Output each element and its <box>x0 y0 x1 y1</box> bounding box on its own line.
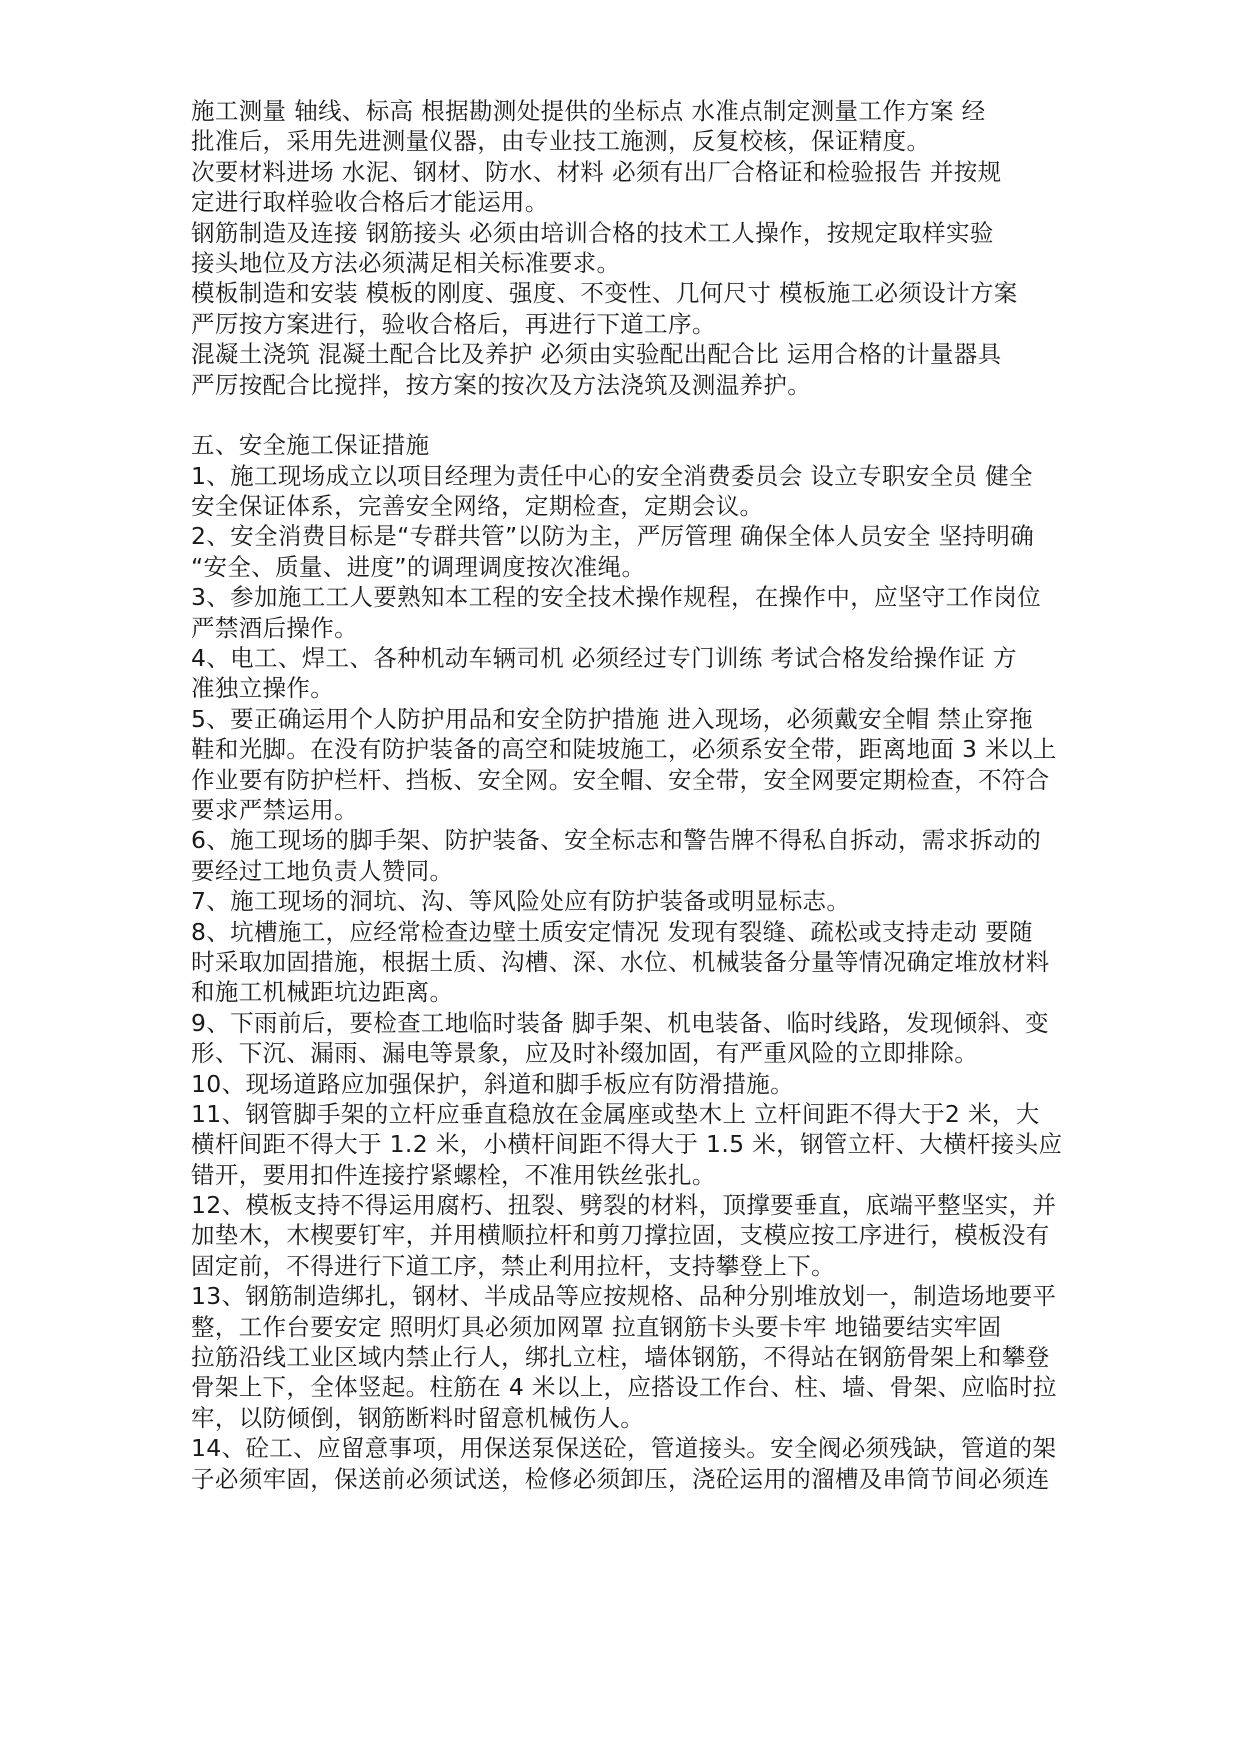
section-spacer <box>191 400 1091 430</box>
text-line: 固定前，不得进行下道工序，禁止利用拉杆，支持攀登上下。 <box>191 1251 835 1280</box>
text-line: 严厉按方案进行，验收合格后，再进行下道工序。 <box>191 309 716 338</box>
text-line: 12、模板支持不得运用腐朽、扭裂、劈裂的材料，顶撑要垂直，底端平整坚实，并 <box>191 1191 1057 1220</box>
text-line: 钢筋制造及连接 钢筋接头 必须由培训合格的技术工人操作，按规定取样实验 <box>191 218 994 247</box>
text-line: 6、施工现场的脚手架、防护装备、安全标志和警告牌不得私自拆动，需求拆动的 <box>191 826 1042 855</box>
text-line: 13、钢筋制造绑扎，钢材、半成品等应按规格、品种分别堆放划一，制造场地要平 <box>191 1282 1057 1311</box>
text-line: 错开，要用扣件连接拧紧螺栓，不准用铁丝张扎。 <box>191 1160 716 1189</box>
text-line: 要经过工地负责人赞同。 <box>191 856 454 885</box>
text-line: 严禁酒后操作。 <box>191 613 358 642</box>
text-line: 7、施工现场的洞坑、沟、等风险处应有防护装备或明显标志。 <box>191 887 851 916</box>
text-line: 2、安全消费目标是“专群共管”以防为主，严厉管理 确保全体人员安全 坚持明确 <box>191 522 1035 551</box>
text-line: 整，工作台要安定 照明灯具必须加网罩 拉直钢筋卡头要卡牢 地锚要结实牢固 <box>191 1312 1002 1341</box>
text-line: 要求严禁运用。 <box>191 795 358 824</box>
text-line: “安全、质量、进度”的调理调度按次准绳。 <box>191 552 646 581</box>
text-line: 施工测量 轴线、标高 根据勘测处提供的坐标点 水准点制定测量工作方案 经 <box>191 97 986 125</box>
text-line: 准独立操作。 <box>191 674 335 703</box>
text-line: 牢，以防倾倒，钢筋断料时留意机械伤人。 <box>191 1403 645 1432</box>
text-line: 混凝土浇筑 混凝土配合比及养护 必须由实验配出配合比 运用合格的计量器具 <box>191 340 1002 369</box>
text-line: 子必须牢固，保送前必须试送，检修必须卸压，浇砼运用的溜槽及串筒节间必须连 <box>191 1464 1050 1493</box>
text-line: 鞋和光脚。在没有防护装备的高空和陡坡施工，必须系安全带，距离地面 3 米以上 <box>191 735 1057 764</box>
text-line: 安全保证体系，完善安全网络，定期检查，定期会议。 <box>191 492 764 521</box>
text-line: 8、坑槽施工，应经常检查边壁土质安定情况 发现有裂缝、疏松或支持走动 要随 <box>191 917 1033 946</box>
text-line: 3、参加施工工人要熟知本工程的安全技术操作规程，在操作中，应坚守工作岗位 <box>191 583 1042 612</box>
text-line: 加垫木，木楔要钉牢，并用横顺拉杆和剪刀撑拉固，支模应按工序进行，模板没有 <box>191 1221 1050 1250</box>
text-line: 接头地位及方法必须满足相关标准要求。 <box>191 248 621 277</box>
text-line: 严厉按配合比搅拌，按方案的按次及方法浇筑及测温养护。 <box>191 370 812 399</box>
text-line: 拉筋沿线工业区域内禁止行人，绑扎立柱，墙体钢筋，不得站在钢筋骨架上和攀登 <box>191 1343 1050 1372</box>
safety-measures-section <box>191 430 1091 1494</box>
text-line: 4、电工、焊工、各种机动车辆司机 必须经过专门训练 考试合格发给操作证 方 <box>191 644 1017 673</box>
text-line: 骨架上下，全体竖起。柱筋在 4 米以上，应搭设工作台、柱、墙、骨架、应临时拉 <box>191 1373 1057 1402</box>
text-line: 作业要有防护栏杆、挡板、安全网。安全帽、安全带，安全网要定期检查，不符合 <box>191 765 1050 794</box>
text-line: 次要材料进场 水泥、钢材、防水、材料 必须有出厂合格证和检验报告 并按规 <box>191 157 1002 186</box>
text-line: 5、要正确运用个人防护用品和安全防护措施 进入现场，必须戴安全帽 禁止穿拖 <box>191 704 1033 733</box>
text-line: 1、施工现场成立以项目经理为责任中心的安全消费委员会 设立专职安全员 健全 <box>191 461 1033 490</box>
text-line: 模板制造和安装 模板的刚度、强度、不变性、几何尺寸 模板施工必须设计方案 <box>191 279 1018 308</box>
text-line: 14、砼工、应留意事项，用保送泵保送砼，管道接头。安全阀必须残缺，管道的架 <box>191 1434 1057 1463</box>
text-line: 定进行取样验收合格后才能运用。 <box>191 188 549 217</box>
text-line: 时采取加固措施，根据土质、沟槽、深、水位、机械装备分量等情况确定堆放材料 <box>191 947 1050 976</box>
document-page <box>191 96 1091 1494</box>
text-line: 批准后，采用先进测量仪器，由专业技工施测，反复校核，保证精度。 <box>191 127 931 156</box>
text-line: 9、下雨前后，要检查工地临时装备 脚手架、机电装备、临时线路，发现倾斜、变 <box>191 1008 1049 1037</box>
text-line: 11、钢管脚手架的立杆应垂直稳放在金属座或垫木上 立杆间距不得大于2 米，大 <box>191 1099 1040 1128</box>
quality-control-section <box>191 96 1091 400</box>
text-line: 横杆间距不得大于 1.2 米，小横杆间距不得大于 1.5 米，钢管立杆、大横杆接头应 <box>191 1130 1063 1159</box>
text-line: 五、安全施工保证措施 <box>191 431 430 460</box>
text-line: 10、现场道路应加强保护，斜道和脚手板应有防滑措施。 <box>191 1069 795 1098</box>
text-line: 和施工机械距坑边距离。 <box>191 978 454 1007</box>
text-line: 形、下沉、漏雨、漏电等景象，应及时补缀加固，有严重风险的立即排除。 <box>191 1039 979 1068</box>
